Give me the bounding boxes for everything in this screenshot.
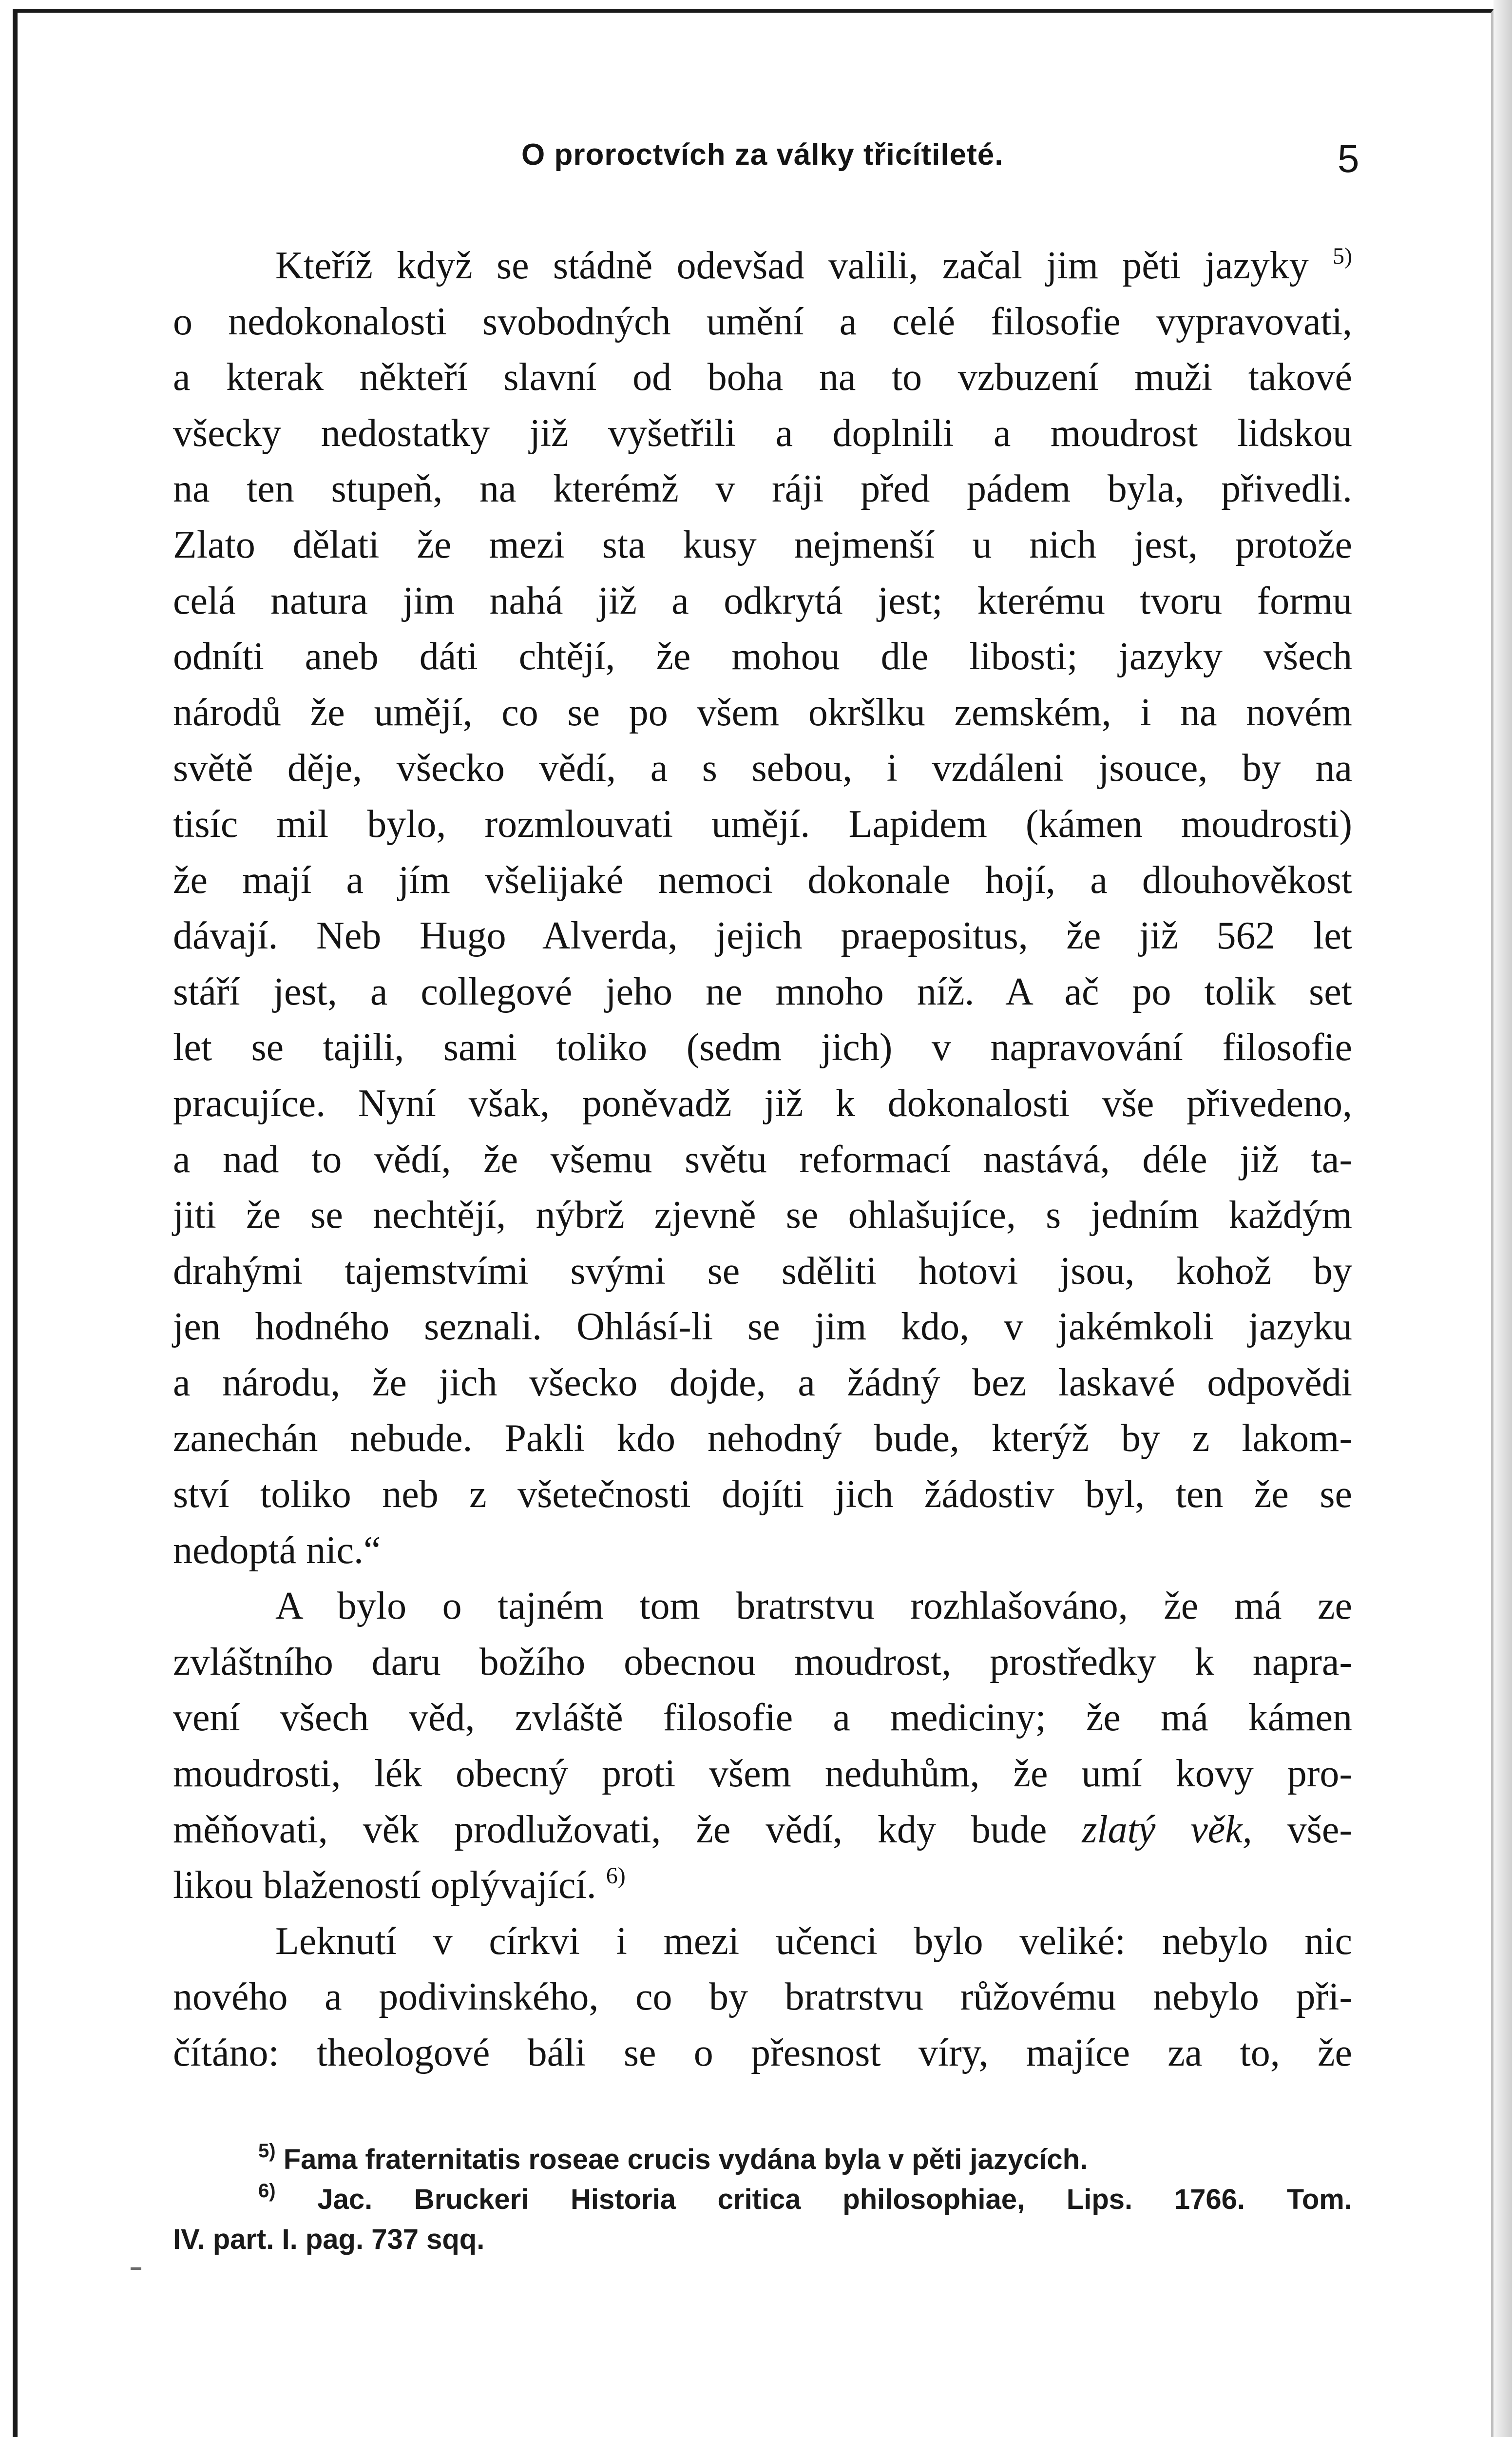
text-line: let se tajili, sami toliko (sedm jich) v napravování filosofie	[173, 1026, 1352, 1069]
text-line: Kteříž když se stádně odevšad valili, začal jim pěti jazyky $^{5)}$	[275, 243, 1352, 287]
text-line: čítáno: theologové báli se o přesnost víry, majíce za to, že	[173, 2031, 1352, 2074]
text-line: celá natura jim nahá již a odkrytá jest; kterému tvoru formu	[173, 579, 1352, 622]
text-line: měňovati, věk prodlužovati, že vědí, kdy bude zlatý věk, vše-	[173, 1808, 1352, 1851]
emphasis-text: zlatý věk,	[1082, 1808, 1252, 1851]
text-line: a národu, že jich všecko dojde, a žádný bez laskavé odpovědi	[173, 1361, 1352, 1404]
text-line: národů že umějí, co se po všem okršlku zemském, i na novém	[173, 691, 1352, 734]
footnote-reference: 6)	[606, 1863, 626, 1889]
running-title: O proroctvích za války třicítileté.	[521, 138, 1004, 172]
text-line: drahými tajemstvími svými se sděliti hotovi jsou, kohož by	[173, 1249, 1352, 1293]
body-text	[173, 238, 1352, 2081]
text-line: likou blažeností oplývající. $^{6)}$	[173, 1863, 626, 1907]
text-line: jiti že se nechtějí, nýbrž zjevně se ohlašujíce, s jedním každým	[173, 1194, 1352, 1237]
text-line: odníti aneb dáti chtějí, že mohou dle libosti; jazyky všech	[173, 635, 1352, 678]
footnote-line: IV. part. I. pag. 737 sqq.	[173, 2224, 485, 2255]
footnotes	[173, 2140, 1352, 2260]
text-line: ství toliko neb z všetečnosti dojíti jich žádostiv byl, ten že se	[173, 1473, 1352, 1516]
footnote-mark: 6)	[258, 2180, 276, 2202]
text-line: Leknutí v církvi i mezi učenci bylo veliké: nebylo nic	[275, 1919, 1352, 1963]
text-line: tisíc mil bylo, rozmlouvati umějí. Lapidem (kámen moudrosti)	[173, 802, 1352, 846]
footnote-line: $^{6)}$ Jac. Bruckeri Historia critica philosophiae, Lips. 1766. Tom.	[258, 2180, 1352, 2215]
text-line: nedoptá nic.“	[173, 1528, 381, 1572]
footnote-reference: 5)	[1333, 243, 1352, 269]
margin-mark	[131, 2267, 141, 2270]
text-line: Zlato dělati že mezi sta kusy nejmenší u nich jest, protože	[173, 523, 1352, 566]
text-line: moudrosti, lék obecný proti všem neduhům, že umí kovy pro-	[173, 1752, 1352, 1796]
text-line: stáří jest, a collegové jeho ne mnoho níž. A ač po tolik set	[173, 970, 1352, 1013]
footnote-mark: 5)	[258, 2140, 276, 2162]
text-line: že mají a jím všelijaké nemoci dokonale hojí, a dlouhověkost	[173, 858, 1352, 902]
text-line: a kterak někteří slavní od boha na to vzbuzení muži takové	[173, 356, 1352, 399]
text-line: dávají. Neb Hugo Alverda, jejich praepositus, že již 562 let	[173, 914, 1352, 958]
text-line: nového a podivinského, co by bratrstvu růžovému nebylo při-	[173, 1975, 1352, 2019]
text-line: na ten stupeň, na kterémž v ráji před pádem byla, přivedli.	[173, 467, 1352, 511]
text-line: o nedokonalosti svobodných umění a celé filosofie vypravovati,	[173, 300, 1352, 343]
text-line: vení všech věd, zvláště filosofie a mediciny; že má kámen	[173, 1696, 1352, 1740]
footnote-line: $^{5)}$ Fama fraternitatis roseae crucis vydána byla v pěti jazycích.	[258, 2140, 1088, 2175]
text-line: zvláštního daru božího obecnou moudrost, prostředky k naprа-	[173, 1640, 1352, 1683]
text-line: všecky nedostatky již vyšetřili a doplnili a moudrost lidskou	[173, 411, 1352, 455]
text-line: jen hodného seznali. Ohlásí-li se jim kdo, v jakémkoli jazyku	[173, 1305, 1352, 1349]
text-line: A bylo o tajném tom bratrstvu rozhlašováno, že má ze	[275, 1585, 1352, 1628]
text-line: světě děje, všecko vědí, a s sebou, i vzdáleni jsouce, by na	[173, 747, 1352, 790]
page-number: 5	[1338, 137, 1359, 180]
text-line: zanechán nebude. Pakli kdo nehodný bude, kterýž by z lakom-	[173, 1417, 1352, 1460]
text-line: pracujíce. Nyní však, poněvadž již k dokonalosti vše přivedeno,	[173, 1082, 1352, 1125]
text-line: a nad to vědí, že všemu světu reformací nastává, déle již ta-	[173, 1138, 1352, 1181]
page-edge-shadow	[1493, 0, 1512, 2437]
